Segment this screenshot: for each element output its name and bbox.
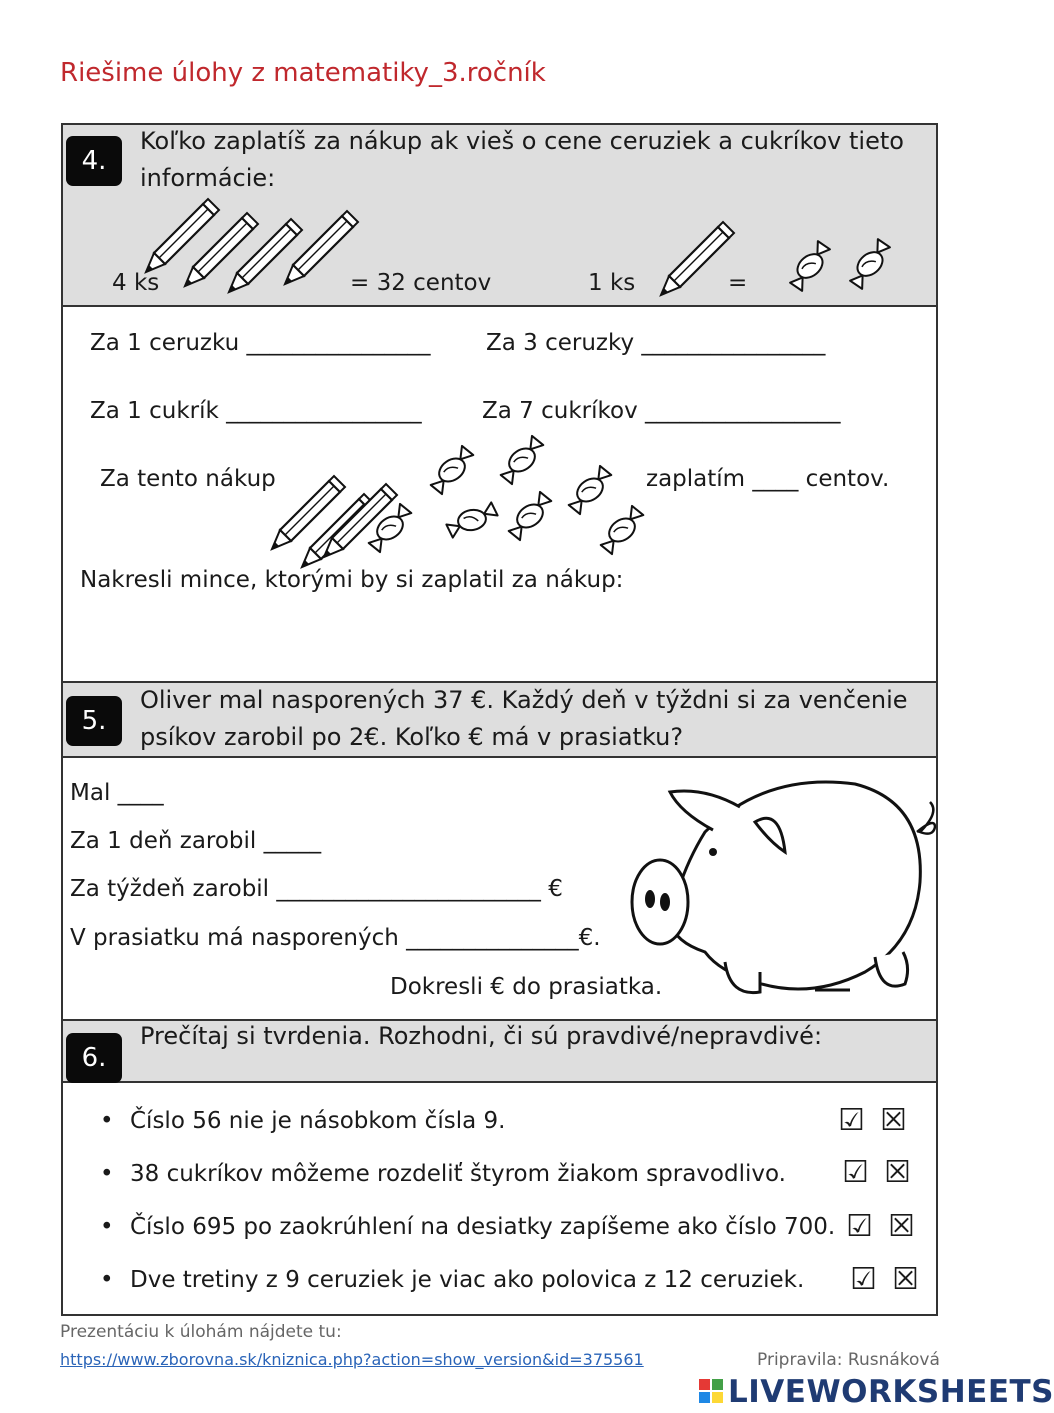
task5-line1[interactable]: Mal ____ (70, 780, 164, 806)
task4-line1a[interactable]: Za 1 ceruzku ________________ (90, 330, 431, 356)
task4-qty1: 1 ks (588, 270, 636, 296)
task4-question: Koľko zaplatíš za nákup ak vieš o cene ceruziek a cukríkov tieto informácie: (140, 127, 904, 192)
task4-line2a[interactable]: Za 1 cukrík _________________ (90, 398, 422, 424)
task5-line4[interactable]: V prasiatku má nasporených _______________€. (70, 925, 601, 951)
true-checkbox-4[interactable]: ☑ (850, 1262, 877, 1297)
pencils-four-illustration (140, 195, 355, 295)
statement-bullet: • (100, 1108, 114, 1134)
false-checkbox-3[interactable]: ☒ (888, 1209, 915, 1244)
statement-bullet: • (100, 1161, 114, 1187)
task4-purchase-label: Za tento nákup (100, 466, 276, 492)
page-title: Riešime úlohy z matematiky_3.ročník (60, 58, 546, 88)
piggy-bank-illustration (635, 772, 945, 1007)
statement-3: Číslo 695 po zaokrúhlení na desiatky zapíšeme ako číslo 700. (130, 1214, 836, 1240)
statement-bullet: • (100, 1267, 114, 1293)
statement-1: Číslo 56 nie je násobkom čísla 9. (130, 1108, 506, 1134)
task4-line2b[interactable]: Za 7 cukríkov _________________ (482, 398, 841, 424)
task5-line2[interactable]: Za 1 deň zarobil _____ (70, 828, 322, 854)
false-checkbox-1[interactable]: ☒ (880, 1103, 907, 1138)
author-credit: Pripravila: Rusnáková (757, 1350, 940, 1370)
statement-4: Dve tretiny z 9 ceruziek je viac ako polovica z 12 ceruziek. (130, 1267, 805, 1293)
task5-line3[interactable]: Za týždeň zarobil _______________________ € (70, 876, 563, 902)
true-checkbox-2[interactable]: ☑ (842, 1155, 869, 1190)
pencil-single-illustration (655, 220, 735, 295)
false-checkbox-4[interactable]: ☒ (892, 1262, 919, 1297)
task4-price4: = 32 centov (350, 270, 492, 296)
true-checkbox-1[interactable]: ☑ (838, 1103, 865, 1138)
liveworksheets-logo-icon (698, 1378, 730, 1404)
task5-question: Oliver mal nasporených 37 €. Každý deň v týždni si za venčenie psíkov zarobil po 2€. Koľko € má v prasiatku? (140, 686, 908, 751)
true-checkbox-3[interactable]: ☑ (846, 1209, 873, 1244)
task4-draw-coins: Nakresli mince, ktorými by si zaplatil za nákup: (80, 567, 624, 593)
statement-bullet: • (100, 1214, 114, 1240)
presentation-link[interactable]: https://www.zborovna.sk/kniznica.php?action=show_version&id=375561 (60, 1350, 644, 1369)
task4-line1b[interactable]: Za 3 ceruzky ________________ (486, 330, 826, 356)
liveworksheets-brand[interactable]: LIVEWORKSHEETS (728, 1374, 1054, 1410)
task4-equals: = (728, 270, 748, 296)
task4-number-badge: 4. (66, 136, 122, 186)
task5-number-badge: 5. (66, 696, 122, 746)
purchase-illustration (260, 430, 660, 570)
task6-number-badge: 6. (66, 1033, 122, 1083)
task4-qty4: 4 ks (112, 270, 160, 296)
candies-two-illustration (778, 232, 908, 298)
presentation-label: Prezentáciu k úlohám nájdete tu: (60, 1322, 342, 1342)
false-checkbox-2[interactable]: ☒ (884, 1155, 911, 1190)
task4-purchase-result[interactable]: zaplatím ____ centov. (646, 466, 890, 492)
task6-question: Prečítaj si tvrdenia. Rozhodni, či sú pravdivé/nepravdivé: (140, 1022, 823, 1050)
statement-2: 38 cukríkov môžeme rozdeliť štyrom žiakom spravodlivo. (130, 1161, 786, 1187)
task5-draw-note: Dokresli € do prasiatka. (390, 974, 663, 1000)
